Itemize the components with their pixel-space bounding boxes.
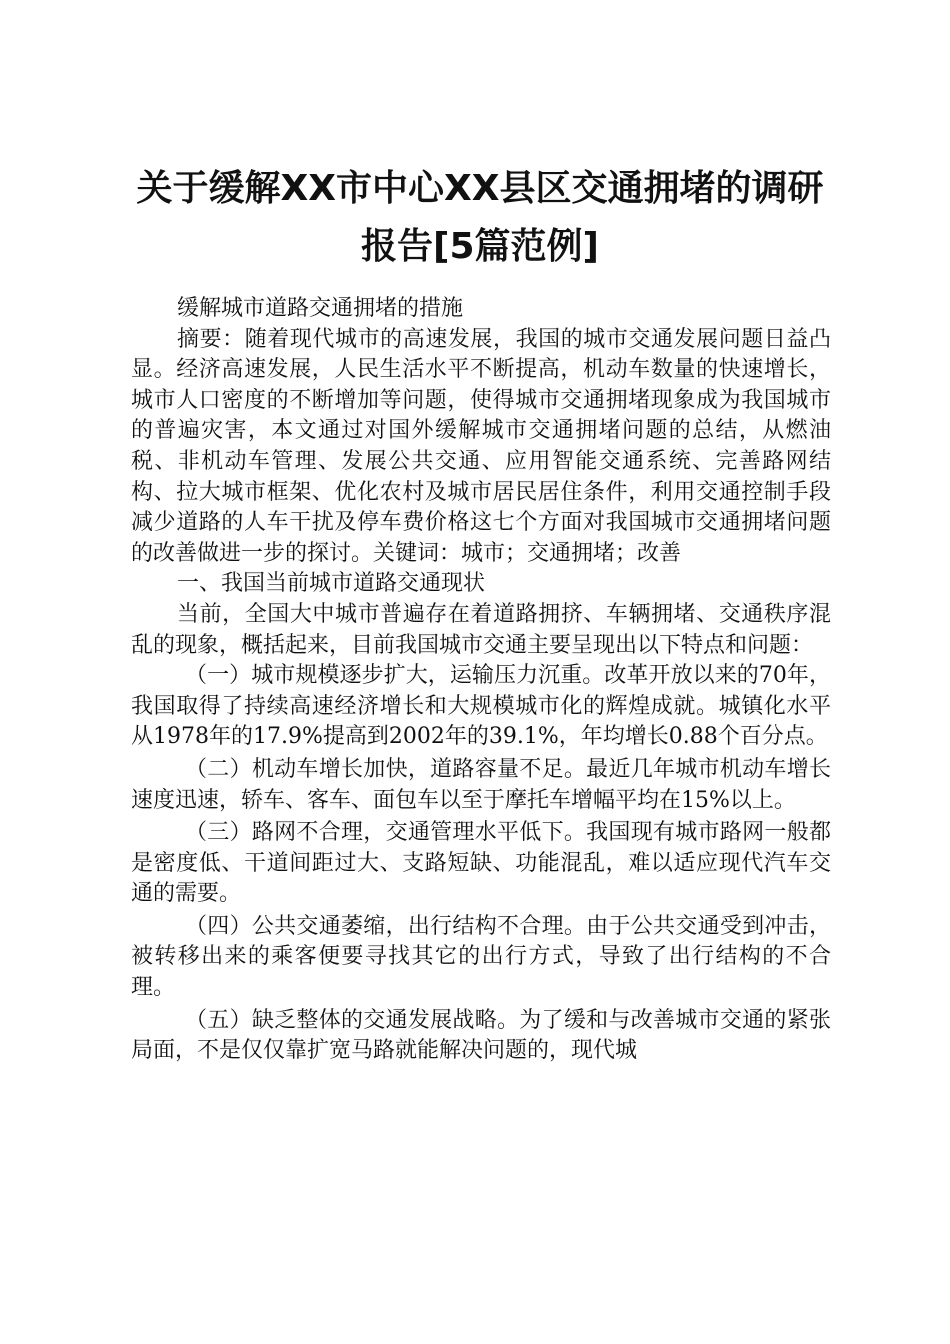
abstract-paragraph: 摘要：随着现代城市的高速发展，我国的城市交通发展问题日益凸显。经济高速发展，人民生活水平不断提高，机动车数量的快速增长，城市人口密度的不断增加等问题，使得城市交通拥堵现象成为我国城市的普遍灾害，本文通过对国外缓解城市交通拥堵问题的总结，从燃油税、非机动车管理、发展公共交通、应用智能交通系统、完善路网结构、拉大城市框架、优化农村及城市居民居住条件，利用交通控制手段减少道路的人车干扰及停车费价格这七个方面对我国城市交通拥堵问题的改善做进一步的探讨。关键词：城市；交通拥堵；改善 bbox=[131, 326, 831, 566]
point-5-paragraph: （五）缺乏整体的交通发展战略。为了缓和与改善城市交通的紧张局面，不是仅仅靠扩宽马路就能解决问题的，现代城 bbox=[131, 1007, 831, 1064]
intro-paragraph: 当前，全国大中城市普遍存在着道路拥挤、车辆拥堵、交通秩序混乱的现象，概括起来，目前我国城市交通主要呈现出以下特点和问题： bbox=[131, 601, 831, 658]
point-3-paragraph: （三）路网不合理，交通管理水平低下。我国现有城市路网一般都是密度低、干道间距过大、支路短缺、功能混乱，难以适应现代汽车交通的需要。 bbox=[131, 820, 831, 907]
section-heading: 一、我国当前城市道路交通现状 bbox=[177, 571, 486, 597]
point-4-paragraph: （四）公共交通萎缩，出行结构不合理。由于公共交通受到冲击，被转移出来的乘客便要寻找其它的出行方式，导致了出行结构的不合理。 bbox=[131, 913, 831, 1001]
document-title: 关于缓解XX市中心XX县区交通拥堵的调研报告[5篇范例] bbox=[136, 168, 824, 267]
point-1-paragraph: （一）城市规模逐步扩大，运输压力沉重。改革开放以来的70年，我国取得了持续高速经济增长和大规模城市化的辉煌成就。城镇化水平从1978年的17.9%提高到2002年的39.1%，年均增长0.88个百分点。 bbox=[131, 663, 831, 750]
point-2-paragraph: （二）机动车增长加快，道路容量不足。最近几年城市机动车增长速度迅速，轿车、客车、面包车以至于摩托车增幅平均在15%以上。 bbox=[131, 756, 831, 813]
document-body bbox=[131, 294, 831, 1067]
section-subtitle: 缓解城市道路交通拥堵的措施 bbox=[177, 296, 464, 321]
